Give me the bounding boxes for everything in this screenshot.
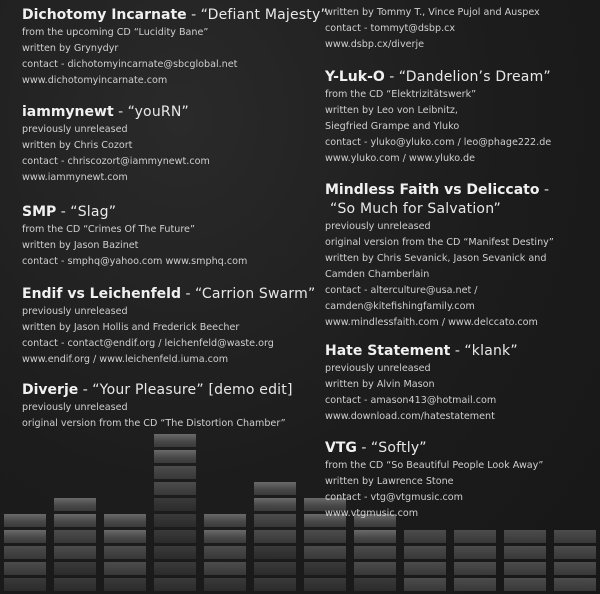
artist-name: Endif vs Leichenfeld xyxy=(22,286,181,302)
equalizer-block xyxy=(154,498,196,511)
equalizer-block xyxy=(154,546,196,559)
track-entry xyxy=(22,6,328,89)
credit-line: contact - vtg@vtgmusic.com xyxy=(325,492,464,503)
credit-line: original version from the CD “Manifest Destiny” xyxy=(325,237,554,248)
equalizer-block xyxy=(254,546,296,559)
equalizer-block xyxy=(254,482,296,495)
equalizer-block xyxy=(154,466,196,479)
equalizer-block xyxy=(4,562,46,575)
equalizer-block xyxy=(554,530,596,543)
equalizer-block xyxy=(254,530,296,543)
equalizer-block xyxy=(454,578,496,591)
track-entry xyxy=(325,439,543,522)
artist-name: Y-Luk-O xyxy=(325,69,385,85)
equalizer-block xyxy=(4,546,46,559)
equalizer-block xyxy=(254,578,296,591)
separator: - xyxy=(118,104,124,120)
track-entry xyxy=(22,103,210,186)
equalizer-block xyxy=(204,578,246,591)
equalizer-block xyxy=(4,514,46,527)
equalizer-block xyxy=(404,530,446,543)
credit-line: original version from the CD “The Distortion Chamber” xyxy=(22,418,286,429)
credit-line: www.mindlessfaith.com / www.delccato.com xyxy=(325,317,538,328)
equalizer-block xyxy=(104,546,146,559)
separator: - xyxy=(185,286,191,302)
equalizer-block xyxy=(304,530,346,543)
entry-title xyxy=(22,203,247,222)
credit-line: from the CD “Elektrizitätswerk” xyxy=(325,89,477,100)
entry-title xyxy=(325,439,543,458)
credit-line: written by Alvin Mason xyxy=(325,379,435,390)
equalizer-block xyxy=(554,578,596,591)
equalizer-block xyxy=(104,578,146,591)
credit-line: written by Tommy T., Vince Pujol and Auspex xyxy=(325,7,540,18)
entry-title xyxy=(325,181,554,200)
continuation-credits xyxy=(325,5,540,53)
entry-title-continued xyxy=(325,200,554,219)
artist-name: Dichotomy Incarnate xyxy=(22,7,187,23)
credit-line: contact - dichotomyincarnate@sbcglobal.net xyxy=(22,59,238,70)
credit-line: contact - contact@endif.org / leichenfeld@waste.org xyxy=(22,338,274,349)
equalizer-block xyxy=(154,450,196,463)
equalizer-block xyxy=(454,530,496,543)
artist-name: Hate Statement xyxy=(325,343,451,359)
track-entry xyxy=(22,203,247,270)
track-title: “Carrion Swarm” xyxy=(194,286,316,302)
credit-line: previously unreleased xyxy=(325,221,431,232)
equalizer-block xyxy=(254,562,296,575)
equalizer-block xyxy=(554,562,596,575)
credit-line: from the upcoming CD “Lucidity Bane” xyxy=(22,27,209,38)
credit-line: previously unreleased xyxy=(22,306,128,317)
separator: - xyxy=(82,382,88,398)
equalizer-block xyxy=(204,530,246,543)
equalizer-block xyxy=(54,514,96,527)
equalizer-block xyxy=(454,562,496,575)
credit-line: written by Jason Hollis and Frederick Beecher xyxy=(22,322,240,333)
track-entry xyxy=(325,68,551,167)
track-entry xyxy=(325,181,554,331)
credit-line: written by Jason Bazinet xyxy=(22,240,139,251)
credit-line: from the CD “So Beautiful People Look Away” xyxy=(325,460,544,471)
credit-line: camden@kitefishingfamily.com xyxy=(325,301,475,312)
equalizer-block xyxy=(404,562,446,575)
credit-line: www.dichotomyincarnate.com xyxy=(22,75,168,86)
credit-line: www.dsbp.cx/diverje xyxy=(325,39,425,50)
track-entry xyxy=(325,342,518,425)
equalizer-block xyxy=(304,562,346,575)
credit-line: www.vtgmusic.com xyxy=(325,508,419,519)
equalizer-block xyxy=(504,546,546,559)
equalizer-block xyxy=(454,546,496,559)
equalizer-block xyxy=(54,546,96,559)
equalizer-block xyxy=(404,578,446,591)
track-title: “Your Pleasure” [demo edit] xyxy=(92,382,293,398)
equalizer-block xyxy=(4,578,46,591)
equalizer-block xyxy=(54,578,96,591)
credit-line: written by Lawrence Stone xyxy=(325,476,454,487)
credit-line: Camden Chamberlain xyxy=(325,269,430,280)
artist-name: SMP xyxy=(22,204,57,220)
artist-name: Mindless Faith vs Deliccato xyxy=(325,182,540,198)
equalizer-block xyxy=(354,546,396,559)
artist-name: VTG xyxy=(325,440,357,456)
entry-title xyxy=(22,285,315,304)
credit-line: contact - yluko@yluko.com / leo@phage222.de xyxy=(325,137,552,148)
equalizer-block xyxy=(354,530,396,543)
equalizer-block xyxy=(504,578,546,591)
credit-line: from the CD “Crimes Of The Future” xyxy=(22,224,195,235)
credit-line: contact - smphq@yahoo.com www.smphq.com xyxy=(22,256,248,267)
equalizer-block xyxy=(154,514,196,527)
equalizer-block xyxy=(54,530,96,543)
track-entry xyxy=(22,381,293,432)
credit-line: previously unreleased xyxy=(325,363,431,374)
credit-line: www.endif.org / www.leichenfeld.iuma.com xyxy=(22,354,229,365)
separator: - xyxy=(60,204,66,220)
equalizer-block xyxy=(154,578,196,591)
credit-line: www.iammynewt.com xyxy=(22,172,128,183)
equalizer-block xyxy=(354,562,396,575)
credit-line: written by Leo von Leibnitz, xyxy=(325,105,458,116)
credit-line: previously unreleased xyxy=(22,402,128,413)
equalizer-block xyxy=(554,546,596,559)
separator: - xyxy=(543,182,549,198)
track-title: “Slag” xyxy=(70,204,117,220)
track-title: “Softly” xyxy=(370,440,427,456)
credit-line: contact - tommyt@dsbp.cx xyxy=(325,23,456,34)
equalizer-block xyxy=(504,562,546,575)
separator: - xyxy=(191,7,197,23)
equalizer-block xyxy=(154,482,196,495)
credit-line: contact - chriscozort@iammynewt.com xyxy=(22,156,210,167)
separator: - xyxy=(361,440,367,456)
equalizer-block xyxy=(504,530,546,543)
track-entry xyxy=(22,285,315,368)
equalizer-block xyxy=(154,562,196,575)
credit-line: written by Chris Sevanick, Jason Sevanick and xyxy=(325,253,547,264)
equalizer-block xyxy=(354,578,396,591)
credit-line: Siegfried Grampe and Yluko xyxy=(325,121,460,132)
artist-name: iammynewt xyxy=(22,104,114,120)
equalizer-block xyxy=(4,530,46,543)
equalizer-block xyxy=(104,562,146,575)
credit-line: www.download.com/hatestatement xyxy=(325,411,495,422)
equalizer-block xyxy=(154,530,196,543)
entry-title xyxy=(22,103,210,122)
equalizer-block xyxy=(254,514,296,527)
separator: - xyxy=(454,343,460,359)
equalizer-block xyxy=(54,562,96,575)
equalizer-block xyxy=(154,434,196,447)
equalizer-block xyxy=(404,546,446,559)
equalizer-block xyxy=(204,546,246,559)
track-title: “youRN” xyxy=(127,104,189,120)
equalizer-block xyxy=(254,498,296,511)
track-title: “So Much for Salvation” xyxy=(330,201,501,217)
credit-line: contact - amason413@hotmail.com xyxy=(325,395,497,406)
track-title: “klank” xyxy=(464,343,518,359)
artist-name: Diverje xyxy=(22,382,79,398)
equalizer-block xyxy=(304,546,346,559)
track-title: “Dandelion’s Dream” xyxy=(398,69,551,85)
credit-line: contact - alterculture@usa.net / xyxy=(325,285,478,296)
equalizer-block xyxy=(104,514,146,527)
entry-title xyxy=(22,381,293,400)
equalizer-block xyxy=(304,578,346,591)
credit-line: previously unreleased xyxy=(22,124,128,135)
separator: - xyxy=(389,69,395,85)
equalizer-block xyxy=(204,562,246,575)
equalizer-block xyxy=(54,498,96,511)
credit-line: www.yluko.com / www.yluko.de xyxy=(325,153,476,164)
credit-line: written by Grynydyr xyxy=(22,43,119,54)
entry-title xyxy=(325,68,551,87)
entry-title xyxy=(325,342,518,361)
credit-line: written by Chris Cozort xyxy=(22,140,133,151)
track-title: “Defiant Majesty” xyxy=(200,7,328,23)
entry-title xyxy=(22,6,328,25)
equalizer-block xyxy=(204,514,246,527)
equalizer-block xyxy=(104,530,146,543)
